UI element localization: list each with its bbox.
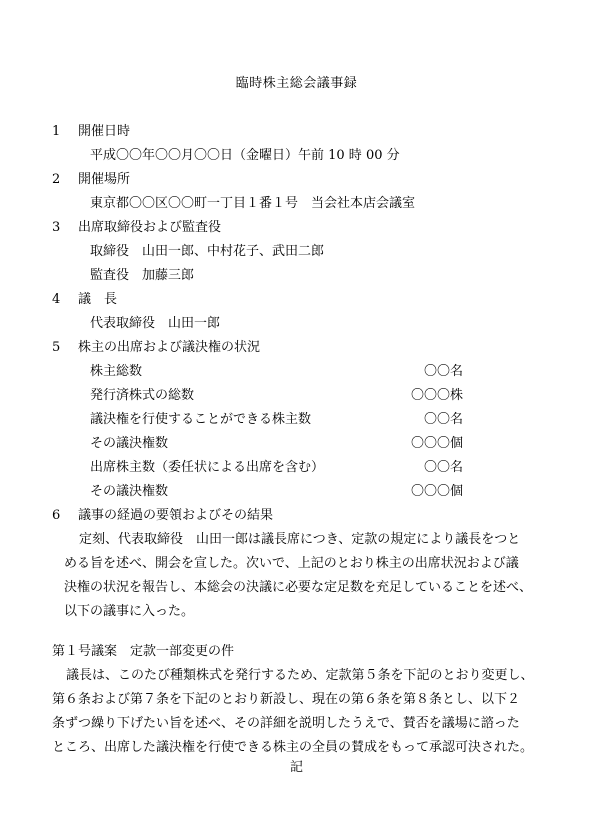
- stat-value: 〇〇〇株: [410, 388, 463, 403]
- stat-label: 発行済株式の総数: [90, 388, 195, 403]
- stat-label: 出席株主数（委任状による出席を含む）: [90, 460, 325, 475]
- stat-row: [90, 384, 463, 403]
- section-heading: 議事の経過の要領およびその結果: [78, 508, 274, 523]
- stat-row: [90, 480, 463, 499]
- proceedings-line: める旨を述べ、開会を宣した。次いで、上記のとおり株主の出席状況および議: [64, 556, 519, 571]
- section-number: 6: [52, 508, 61, 523]
- proposal-heading: 第１号議案 定款一部変更の件: [52, 644, 235, 659]
- section-heading: 開催場所: [78, 172, 131, 187]
- section-2-heading: [52, 168, 130, 187]
- proposal-line: ところ、出席した議決権を行使できる株主の全員の賛成をもって承認可決された。: [52, 740, 534, 755]
- stat-value: 〇〇名: [423, 412, 463, 427]
- section-number: 5: [52, 340, 61, 355]
- stat-label: その議決権数: [90, 436, 169, 451]
- stat-label: 株主総数: [90, 364, 143, 379]
- stat-label: 議決権を行使することができる株主数: [90, 412, 312, 427]
- proposal-line: 条ずつ繰り下げたい旨を述べ、その詳細を説明したうえで、賛否を議場に諮った: [52, 716, 520, 731]
- stat-value: 〇〇〇個: [410, 436, 463, 451]
- proposal-line: 議長は、このたび種類株式を発行するため、定款第５条を下記のとおり変更し、: [66, 668, 534, 683]
- ki-marker: 記: [289, 760, 303, 775]
- meeting-location: 東京都〇〇区〇〇町一丁目１番１号 当会社本店会議室: [90, 196, 416, 211]
- section-heading: 出席取締役および監査役: [78, 220, 222, 235]
- attending-auditor: 監査役 加藤三郎: [90, 268, 195, 283]
- proceedings-line: 以下の議事に入った。: [64, 604, 195, 619]
- stat-row: [90, 408, 463, 427]
- section-number: 3: [52, 220, 61, 235]
- section-heading: 株主の出席および議決権の状況: [78, 340, 261, 355]
- stat-row: [90, 360, 463, 379]
- stat-label: その議決権数: [90, 484, 169, 499]
- document-title: 臨時株主総会議事録: [235, 76, 358, 91]
- meeting-datetime: 平成〇〇年〇〇月〇〇日（金曜日）午前 10 時 00 分: [90, 148, 400, 163]
- section-5-heading: [52, 336, 260, 355]
- stat-value: 〇〇名: [423, 460, 463, 475]
- section-number: 2: [52, 172, 61, 187]
- section-1-heading: [52, 120, 130, 139]
- section-number: 4: [52, 292, 61, 307]
- attending-directors: 取締役 山田一郎、中村花子、武田二郎: [90, 244, 325, 259]
- section-number: 1: [52, 124, 61, 139]
- proceedings-line: 決権の状況を報告し、本総会の決議に必要な定足数を充足していることを述べ、: [64, 580, 533, 595]
- section-3-heading: [52, 216, 221, 235]
- stat-row: [90, 432, 463, 451]
- chairperson: 代表取締役 山田一郎: [90, 316, 221, 331]
- section-heading: 開催日時: [78, 124, 131, 139]
- stat-row: [90, 456, 463, 475]
- stat-value: 〇〇〇個: [410, 484, 463, 499]
- proposal-line: 第６条および第７条を下記のとおり新設し、現在の第６条を第８条とし、以下２: [52, 692, 521, 707]
- section-6-heading: [52, 504, 273, 523]
- proceedings-line: 定刻、代表取締役 山田一郎は議長席につき、定款の規定により議長をつと: [79, 532, 521, 547]
- section-heading: 議 長: [78, 292, 118, 307]
- stat-value: 〇〇名: [423, 364, 463, 379]
- section-4-heading: [52, 288, 117, 307]
